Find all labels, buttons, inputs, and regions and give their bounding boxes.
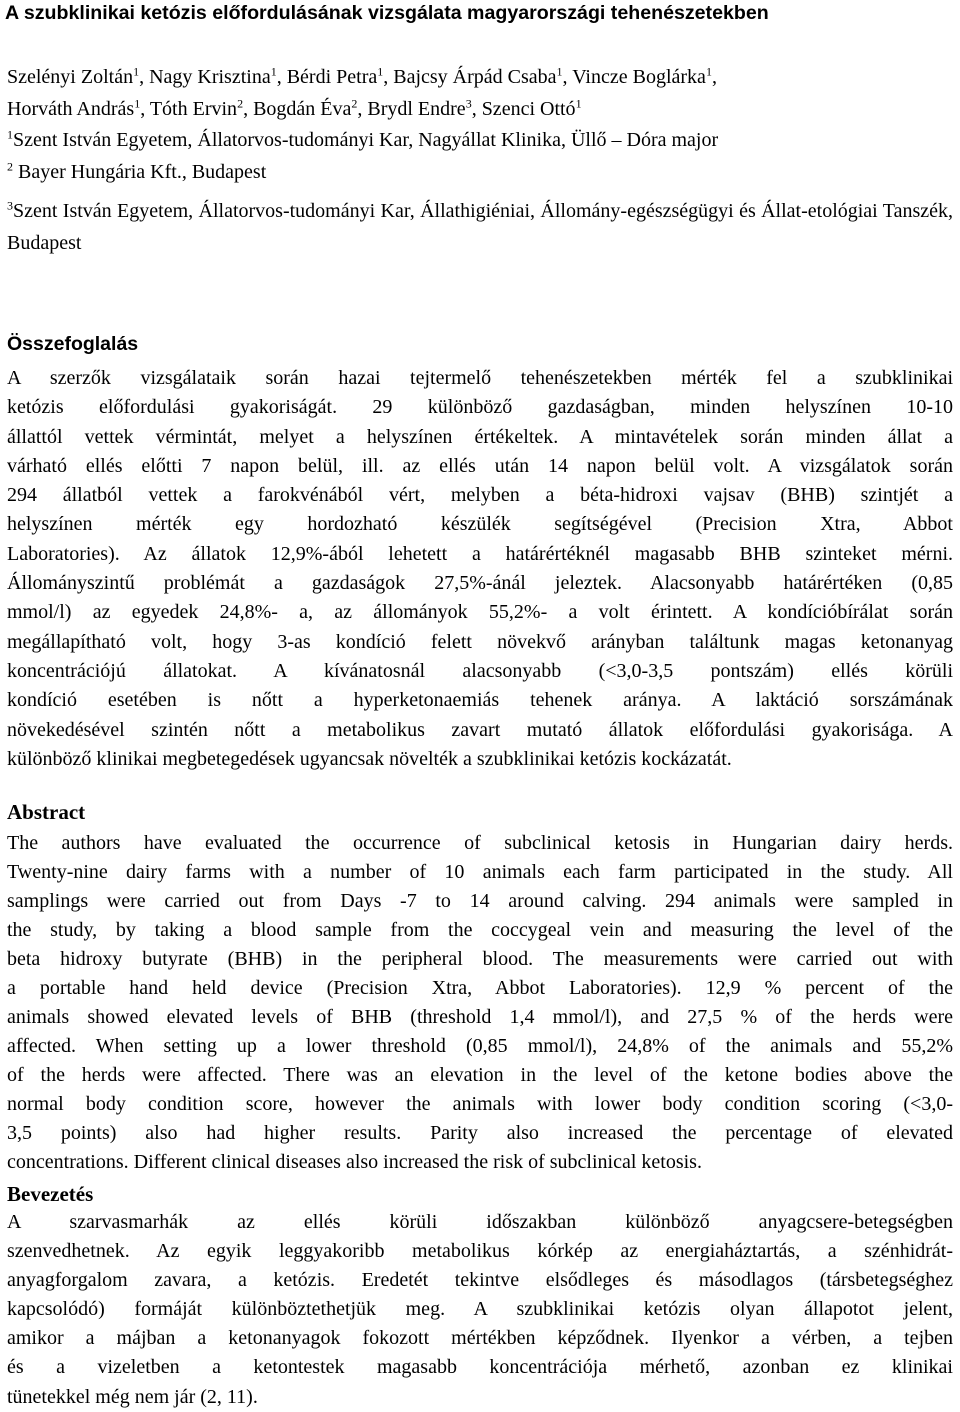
text-line: koncentrációjú állatokat. A kívánatosnál alacsonyabb (<3,0-3,5 pontszám) ellés körüli [7,659,953,682]
author-affil-sup: 2 [237,95,244,110]
text-line: szenvedhetnek. Az egyik leggyakoribb metabolikus kórkép az energiaháztartás, a szénhidrát- [7,1240,953,1263]
affiliation-sup: 1 [7,127,13,142]
text-line: kapcsolódó) formáját különböztethetjük meg. A szubklinikai ketózis olyan állapotot jelent, [7,1298,953,1321]
text-line: mmol/l) az egyedek 24,8%- a, az állományok 55,2%- a volt érintett. A kondícióbírálat során [7,601,953,624]
author-affil-sup: 3 [465,95,472,110]
paper-title: A szubklinikai ketózis előfordulásának vizsgálata magyarországi tehenészetekben [5,2,769,24]
affiliation-1 [7,125,955,157]
author-separator: , [140,97,150,120]
text-line: beta hidroxy butyrate (BHB) in the peripheral blood. The measurements were carried out with [7,948,953,970]
author-separator: , [243,97,254,120]
introduction-paragraph [7,1208,953,1412]
author-affil-sup: 1 [575,95,582,110]
text-line: várható ellés előtti 7 napon belül, ill. az ellés után 14 napon belül volt. A vizsgálatok során [7,454,953,477]
author-affil-sup: 1 [556,64,563,79]
text-line: samplings were carried out from Days -7 to 14 around calving. 294 animals were sampled in [7,890,953,912]
text-line: of the herds were affected. There was an elevation in the level of the ketone bodies above the [7,1064,953,1086]
author-separator: , [562,66,573,88]
text-line: concentrations. Different clinical diseases also increased the risk of subclinical ketosis. [7,1151,702,1173]
text-line: a portable hand held device (Precision Xtra, Abbot Laboratories). 12,9 % percent of the [7,977,953,999]
text-line: ketózis előfordulási gyakoriságát. 29 különböző gazdaságban, minden helyszínen 10-10 [7,396,953,419]
author-name: Szelényi Zoltán [7,66,134,88]
author-name: Brydl Endre [367,97,466,120]
affiliation-3 [7,195,953,259]
text-line: növekedésével szintén nőtt a metabolikus zavart mutató állatok előfordulási gyakorisága. A [7,718,953,741]
author-name: Bogdán Éva [253,97,352,120]
text-line: 3,5 points) also had higher results. Parity also increased the percentage of elevated [7,1122,953,1144]
text-line: és a vizeletben a ketontestek magasabb koncentrációja mérhető, azonban ez klinikai [7,1356,953,1379]
text-line: helyszínen mérték egy hordozható készülék segítségével (Precision Xtra, Abbot [7,513,953,536]
author-name: Vincze Boglárka [572,66,706,88]
author-separator: , [139,66,150,88]
author-separator: , [383,66,394,88]
text-line: animals showed elevated levels of BHB (threshold 1,4 mmol/l), and 27,5 % of the herds were [7,1006,953,1028]
affiliation-2 [7,157,955,189]
author-affil-sup: 2 [351,95,358,110]
text-line: különböző klinikai megbetegedések ugyancsak növelték a szubklinikai ketózis kockázatát. [7,747,732,770]
text-line: Állományszintű problémát a gazdaságok 27,5%-ánál jeleztek. Alacsonyabb határértéken (0,85 [7,572,953,595]
author-name: Horváth András [7,97,135,120]
author-separator: , [711,66,717,88]
summary-paragraph [7,364,953,774]
author-affil-sup: 1 [705,64,712,79]
text-line: tünetekkel még nem jár (2, 11). [7,1385,258,1408]
author-name: Szenci Ottó [481,97,576,120]
author-separator: , [276,66,287,88]
text-line: megállapítható volt, hogy 3-as kondíció felett növekvő arányban találtunk magas ketonanyag [7,630,953,653]
text-line: A szarvasmarhák az ellés körüli időszakban különböző anyagcsere-betegségben [7,1211,953,1233]
text-line: kondíció esetében is nőtt a hyperketonaemiás tehenek aránya. A laktáció sorszámának [7,689,953,712]
author-affil-sup: 1 [134,95,141,110]
affiliation-text: Bayer Hungária Kft., Budapest [13,160,267,183]
text-line: affected. When setting up a lower threshold (0,85 mmol/l), 24,8% of the animals and 55,2% [7,1035,953,1057]
text-line: anyagforgalom zavara, a ketózis. Eredetét tekintve elsődleges és másodlagos (társbetegséghez [7,1269,953,1292]
author-name: Bérdi Petra [286,66,378,88]
introduction-heading: Bevezetés [7,1182,94,1206]
text-line: normal body condition score, however the animals with lower body condition scoring (<3,0- [7,1093,953,1115]
author-name: Tóth Ervin [149,97,238,120]
summary-heading: Összefoglalás [7,333,139,355]
author-affil-sup: 1 [377,64,384,79]
author-affil-sup: 1 [133,64,140,79]
text-line: Twenty-nine dairy farms with a number of 10 animals each farm participated in the study. All [7,861,953,883]
affiliation-text: Szent István Egyetem, Állatorvos-tudományi Kar, Állathigiéniai, Állomány-egészségügyi és Állat-etológiai Tanszék, Budapest [7,200,953,254]
text-line: the study, by taking a blood sample from the coccygeal vein and measuring the level of the [7,919,953,941]
author-separator: , [471,97,482,120]
author-name: Bajcsy Árpád Csaba [393,66,557,88]
abstract-heading: Abstract [7,800,86,824]
text-line: The authors have evaluated the occurrence of subclinical ketosis in Hungarian dairy herds. [7,832,953,854]
text-line: Laboratories). Az állatok 12,9%-ából lehetett a határértéknél magasabb BHB szinteket mérni. [7,542,953,565]
affiliation-text: Szent István Egyetem, Állatorvos-tudományi Kar, Nagyállat Klinika, Üllő – Dóra major [13,129,719,151]
author-affil-sup: 1 [270,64,277,79]
author-line-2 [7,94,955,126]
author-line-1 [7,62,955,94]
author-block [7,62,955,188]
text-line: 294 állatból vettek a farokvénából vért, melyben a béta-hidroxi vajsav (BHB) szintjét a [7,484,953,507]
abstract-paragraph [7,829,953,1177]
text-line: állattól vettek vérmintát, melyet a helyszínen értékeltek. A mintavételek során minden állat a [7,425,953,448]
text-line: amikor a májban a ketonanyagok fokozott mértékben képződnek. Ilyenkor a vérben, a tejben [7,1327,953,1350]
author-name: Nagy Krisztina [149,66,271,88]
text-line: A szerzők vizsgálataik során hazai tejtermelő tehenészetekben mérték fel a szubklinikai [7,367,953,389]
affiliation-sup: 2 [7,158,13,173]
affiliation-sup: 3 [7,198,13,213]
author-separator: , [357,97,368,120]
